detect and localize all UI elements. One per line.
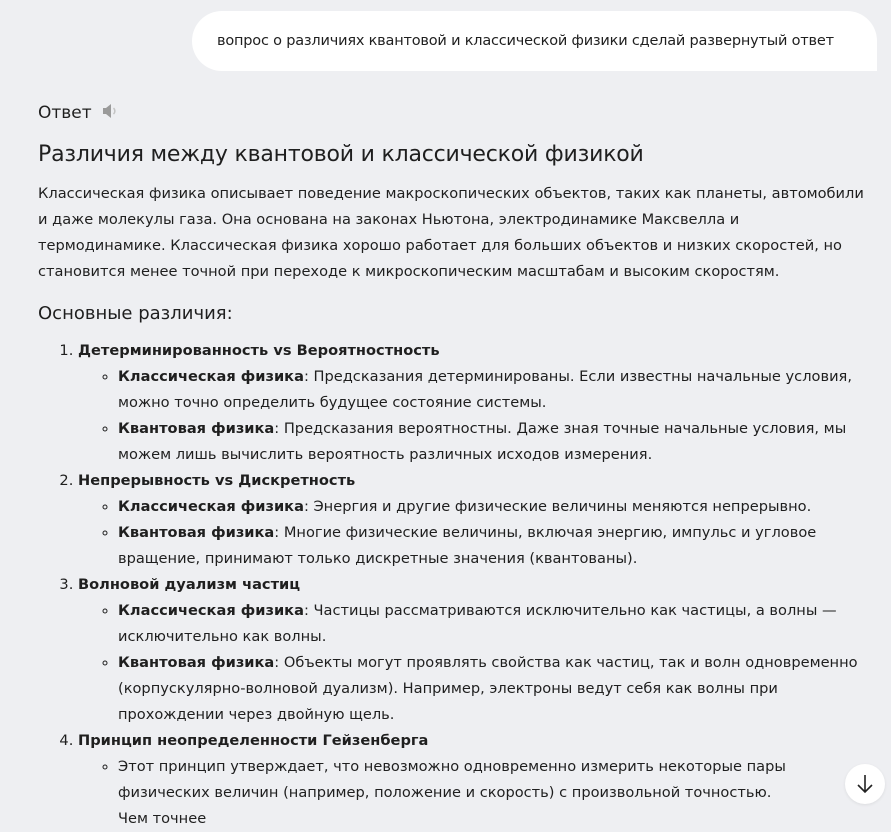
difference-details [78,598,870,728]
detail-text: : Многие физические величины, включая энергию, импульс и угловое вращение, принимают только дискретные значения (квантованы). [118,524,817,567]
detail-text: : Частицы рассматриваются исключительно как частицы, а волны — исключительно как волны. [118,602,837,645]
detail-label: Квантовая физика [118,654,275,671]
difference-title: Принцип неопределенности Гейзенберга [78,732,429,749]
detail-label: Классическая физика [118,602,304,619]
differences-list [38,338,870,832]
difference-item [78,728,870,832]
difference-title: Детерминированность vs Вероятностность [78,342,440,359]
intro-paragraph: Классическая физика описывает поведение макроскопических объектов, таких как планеты, автомобили и даже молекулы газа. Она основана на законах Ньютона, электродинамике Максвелла и термодинамике. Классическая физика хорошо работает для больших объектов и низких скоростей, но становится менее точной при переходе к микроскопическим масштабам и высоким скоростям. [38,185,864,280]
speaker-icon[interactable] [100,102,120,125]
difference-details [78,754,870,832]
detail-text: : Предсказания детерминированы. Если известны начальные условия, можно точно определить будущее состояние системы. [118,368,852,411]
difference-details [78,364,870,468]
answer-label: Ответ [38,103,92,123]
detail-text: : Энергия и другие физические величины меняются непрерывно. [303,498,812,515]
user-message-bubble [192,11,877,71]
detail-item [118,650,870,728]
detail-item [118,494,870,520]
answer-header [38,100,870,126]
detail-text: : Объекты могут проявлять свойства как частиц, так и волн одновременно (корпускулярно-волновой дуализм). Например, электроны ведут себя как волны при прохождении через двойную щель. [118,654,858,723]
scroll-down-button[interactable] [845,764,885,804]
detail-item [118,416,870,468]
difference-details [78,494,870,572]
difference-title: Непрерывность vs Дискретность [78,472,356,489]
detail-text: : Предсказания вероятностны. Даже зная точные начальные условия, мы можем лишь вычислить вероятность различных исходов измерения. [118,420,847,463]
detail-label: Квантовая физика [118,420,275,437]
detail-label: Квантовая физика [118,524,275,541]
difference-title: Волновой дуализм частиц [78,576,301,593]
detail-label: Классическая физика [118,498,304,515]
detail-item [118,754,800,832]
detail-item [118,364,870,416]
user-message-text: вопрос о различиях квантовой и классической физики сделай развернутый ответ [217,33,834,49]
answer-title: Различия между квантовой и классической физикой [38,142,644,167]
difference-item [78,338,870,468]
detail-text: Этот принцип утверждает, что невозможно одновременно измерить некоторые пары физических величин (например, положение и скорость) с произвольной точностью. Чем точнее [118,758,786,827]
difference-item [78,468,870,572]
detail-item [118,520,870,572]
arrow-down-icon [856,773,874,795]
difference-item [78,572,870,728]
detail-label: Классическая физика [118,368,304,385]
section-title: Основные различия: [38,303,233,324]
detail-item [118,598,870,650]
assistant-answer [38,100,870,832]
